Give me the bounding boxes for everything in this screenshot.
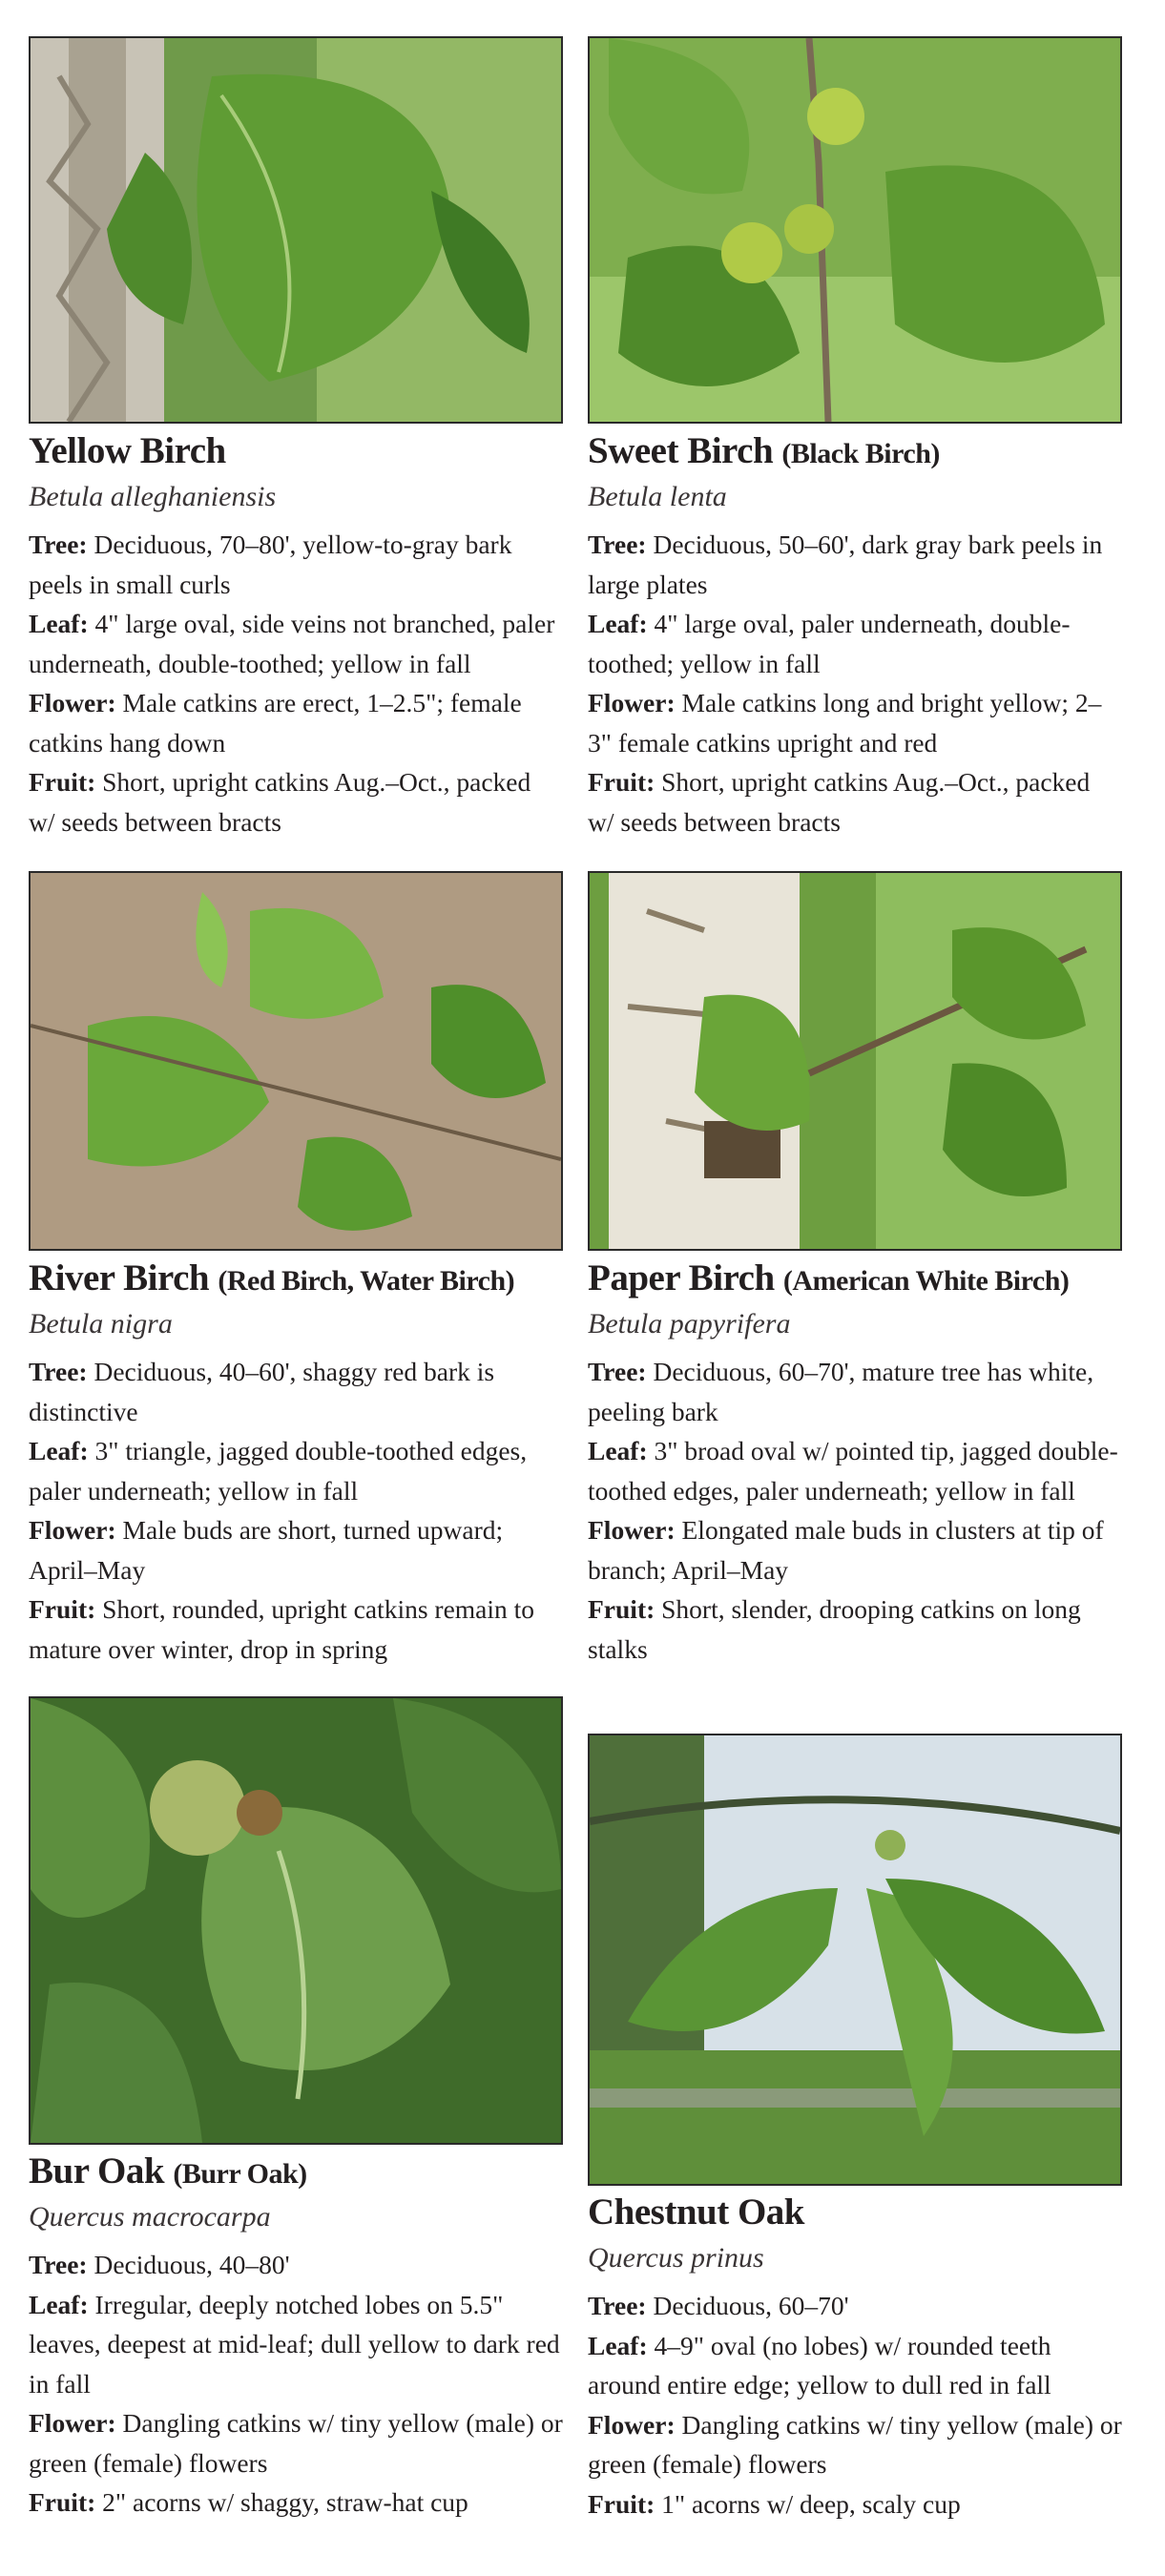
species-latin-name: Betula papyrifera (588, 1308, 791, 1340)
fruit-info: Fruit: Short, slender, drooping catkins on long stalks (588, 1594, 1081, 1664)
fruit-info: Fruit: 1" acorns w/ deep, scaly cup (588, 2488, 961, 2519)
leaf-info: Leaf: 3" triangle, jagged double-toothed edges, paler underneath; yellow in fall (29, 1436, 528, 1506)
fruit-info: Fruit: Short, rounded, upright catkins remain to mature over winter, drop in spring (29, 1594, 535, 1664)
tree-info: Tree: Deciduous, 60–70' (588, 2291, 849, 2320)
fruit-info: Fruit: 2" acorns w/ shaggy, straw-hat cup (29, 2487, 468, 2517)
species-description (588, 525, 1122, 841)
photo-bur-oak (29, 1696, 563, 2145)
tree-info: Tree: Deciduous, 50–60', dark gray bark peels in large plates (588, 530, 1103, 599)
species-description (588, 1352, 1122, 1669)
species-latin-name: Quercus prinus (588, 2242, 764, 2274)
species-latin-name: Quercus macrocarpa (29, 2201, 271, 2233)
photo-yellow-birch (29, 36, 563, 424)
species-latin-name: Betula alleghaniensis (29, 481, 277, 512)
species-description (588, 2286, 1122, 2524)
fruit-info: Fruit: Short, upright catkins Aug.–Oct., packed w/ seeds between bracts (29, 767, 531, 837)
flower-info: Flower: Male catkins long and bright yellow; 2–3" female catkins upright and red (588, 688, 1102, 758)
species-latin-name: Betula lenta (588, 481, 727, 512)
photo-sweet-birch (588, 36, 1122, 424)
species-name: River Birch (Red Birch, Water Birch) (29, 1257, 515, 1298)
tree-info: Tree: Deciduous, 60–70', mature tree has white, peeling bark (588, 1357, 1094, 1426)
fruit-info: Fruit: Short, upright catkins Aug.–Oct., packed w/ seeds between bracts (588, 767, 1091, 837)
leaf-info: Leaf: 4" large oval, paler underneath, double-toothed; yellow in fall (588, 609, 1071, 678)
tree-info: Tree: Deciduous, 40–60', shaggy red bark is distinctive (29, 1357, 495, 1426)
species-name: Sweet Birch (Black Birch) (588, 430, 940, 471)
leaf-info: Leaf: 4–9" oval (no lobes) w/ rounded teeth around entire edge; yellow to dull red in fall (588, 2330, 1051, 2399)
photo-chestnut-oak (588, 1734, 1122, 2186)
tree-info: Tree: Deciduous, 40–80' (29, 2250, 290, 2279)
leaf-info: Leaf: Irregular, deeply notched lobes on 5.5" leaves, deepest at mid-leaf; dull yellow to dark red in fall (29, 2289, 560, 2399)
tree-info: Tree: Deciduous, 70–80', yellow-to-gray bark peels in small curls (29, 530, 512, 599)
species-name: Yellow Birch (29, 430, 226, 471)
flower-info: Flower: Dangling catkins w/ tiny yellow (male) or green (female) flowers (588, 2409, 1122, 2479)
species-description (29, 525, 563, 841)
species-name: Chestnut Oak (588, 2192, 804, 2233)
flower-info: Flower: Male catkins are erect, 1–2.5"; female catkins hang down (29, 688, 522, 758)
photo-paper-birch (588, 871, 1122, 1251)
photo-river-birch (29, 871, 563, 1251)
leaf-info: Leaf: 3" broad oval w/ pointed tip, jagged double-toothed edges, paler underneath; yellow in fall (588, 1436, 1118, 1506)
species-name: Paper Birch (American White Birch) (588, 1257, 1070, 1298)
species-latin-name: Betula nigra (29, 1308, 173, 1340)
leaf-info: Leaf: 4" large oval, side veins not branched, paler underneath, double-toothed; yellow in fall (29, 609, 555, 678)
flower-info: Flower: Male buds are short, turned upward; April–May (29, 1515, 504, 1585)
species-name: Bur Oak (Burr Oak) (29, 2150, 307, 2192)
flower-info: Flower: Elongated male buds in clusters at tip of branch; April–May (588, 1515, 1104, 1585)
species-description (29, 1352, 563, 1669)
species-description (29, 2245, 563, 2523)
flower-info: Flower: Dangling catkins w/ tiny yellow (male) or green (female) flowers (29, 2408, 563, 2478)
